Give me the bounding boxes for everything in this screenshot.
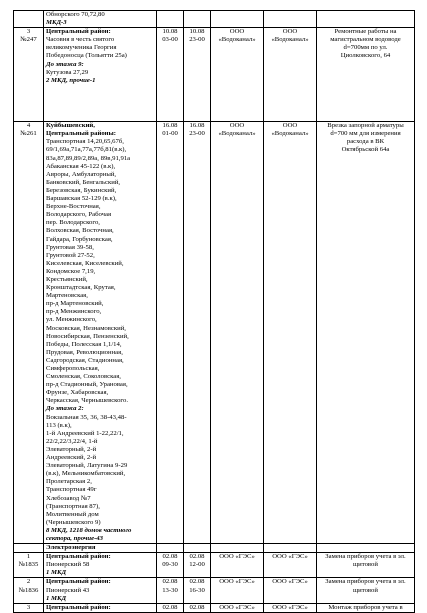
date-to: 16.08 [189,122,205,130]
row-id: №1835 [18,561,39,569]
address-line: Волховская, Восточная, [46,227,114,235]
org-owner: ООО «ГЭС» [211,603,264,612]
row-id: №1836 [18,586,39,594]
address-line: (в.к), Мельникомбатовский, [46,470,126,478]
org-executor: ООО «ГЭС» [264,553,317,578]
org-owner: ООО [229,122,245,130]
org-owner: ООО [229,28,245,36]
row-id: №247 [20,36,37,44]
row-number: 3 [26,603,31,611]
address-line: Транспортная 14,20,65,67б, [46,138,124,146]
address-line: Новосибирская, Пензенский, [46,332,129,340]
address-line: Авроры, Амбулаторный, [46,170,117,178]
section-title: Электроэнергия [44,544,157,553]
address-line: пер. Володарского, [46,219,100,227]
work-description: магистральном водоводе [330,36,401,44]
address-line: Победоносца (Тольятти 25а) [46,52,127,60]
address-line: Хлебозавод №7 [46,494,91,502]
address-line: Березовская, Букинский, [46,186,117,194]
date-from: 10.08 [162,28,178,36]
address-line: Варшавская 52-129 (в.к), [46,195,117,203]
date-from: 02.08 [162,603,178,611]
section-header-row [14,544,415,553]
address-line: 83а,87,89,89/2,89а, 89в,91,91а [46,154,131,162]
date-to: 02.08 [189,603,205,611]
address-line: Обнорского 70,72,80 [46,11,105,18]
address-line: Транспортная 49г [46,486,97,494]
work-description: Замена приборов учета в эл. [325,578,406,586]
address-line: Вокзальная 35, 36, 38-43,48- [46,413,127,421]
time-from: 01-00 [162,130,178,138]
work-description: щитовой [353,561,378,569]
org-executor: «Водоканал» [271,36,309,44]
table-row [14,28,415,122]
address-line: Смоленская, Соколовская, [46,373,121,381]
date-to: 02.08 [189,578,205,586]
date-from: 02.08 [162,553,178,561]
address-line: пр-д Стадионный, Урановая, [46,381,128,389]
work-description: d=700мм по ул. [343,44,388,52]
address-line: Андреевский, 2-й [46,454,97,462]
row-number: 1 [26,553,31,561]
time-from: 03-00 [162,36,178,44]
address-line: Симферопольская, [46,365,100,372]
time-to: 12-00 [189,561,205,569]
address-line: 69/1,69а,71а,77а,77б,81(в.к), [46,146,127,154]
address-line: Молитвенный дом [46,510,99,518]
work-description: щитовой [353,586,378,594]
table-row [14,578,415,603]
address-line: Володарского, Рабочая [46,211,112,219]
address-line: Крестьянский, [46,275,88,283]
address-line: пр-д Менжинского, [46,308,102,316]
row-number: 2 [26,578,31,586]
org-executor: ООО «ГЭС» [264,603,317,612]
district-label: Центральный район: [46,28,111,36]
time-to: 23-00 [189,36,205,44]
address-line: 113 (в.к), [46,421,72,429]
time-to: 16-30 [189,586,205,594]
address-line: Кондомское 7,19, [46,267,96,275]
address-line: Грунтовая 39-58, [46,243,94,251]
address-line: Мартеновская, [46,292,88,300]
address-line: Садгородская, Стадионная, [46,356,124,364]
work-description: Замена приборов учета в эл. [325,553,406,561]
total-line: 8 МКД, 1218 домов частного сектора, прочие-43 [46,526,132,542]
table-row-continuation [14,11,415,28]
district-label: Центральный район: [46,578,111,586]
address-line: Черкасская, Чернышевского. [46,397,129,405]
work-description: Ремонтные работы на [334,28,397,36]
work-description: Монтаж приборов учета в [328,603,403,611]
address-line: Элеваторный, Латугина 9-29 [46,462,128,470]
floor-label: До этажа 2: [46,405,84,413]
table-row [14,553,415,578]
district-label: Центральный район: [46,603,111,611]
address-line: Грунтовой 27-52, [46,251,95,259]
address-line: Гайдара, Горбуновская, [46,235,113,243]
floor-label: До этажа 9: [46,60,84,68]
org-owner: ООО «ГЭС» [211,578,264,603]
address-line: Кронштадтская, Крутая, [46,284,116,292]
work-description: Октябрьской 64а [341,146,390,154]
work-description: Врезка запорной арматуры [327,122,404,130]
address-line: Победы, Полесская 1,1/14, [46,340,122,348]
total-line: 2 МКД, прочие-1 [46,76,96,84]
time-to: 23-00 [189,130,205,138]
outage-table [13,10,415,613]
table-row [14,122,415,544]
time-from: 13-30 [162,586,178,594]
total-line: МКД-3 [46,19,67,27]
total-line: 1 МКД [46,594,67,602]
date-from: 02.08 [162,578,178,586]
address-line: Банковский, Бенгальский, [46,178,121,186]
date-from: 16.08 [162,122,178,130]
address-line: 22/2,22/3,22/4, 1-й [46,437,98,445]
row-number: 3 [26,28,31,36]
address-line: (Чернышевского 9) [46,518,101,526]
date-to: 10.08 [189,28,205,36]
address-line: пр-д Мартеновский, [46,300,104,308]
work-description: d=700 мм для измерения [330,130,401,138]
org-owner: ООО «ГЭС» [211,553,264,578]
total-line: 1 МКД [46,569,67,577]
address-line: Фрунзе, Хабаровская, [46,389,109,397]
org-executor: ООО «ГЭС» [264,578,317,603]
district-label: Куйбышевский, [46,122,95,130]
address-line: Пионерский 58 [46,561,90,569]
address-line: 1-й Андреевский 1-22,22/1, [46,429,124,437]
outage-table-page [13,10,414,613]
address-line: ул. Менжинского, [46,316,97,324]
address-line: Кутузова 27,29 [46,68,89,76]
address-line: Киселевская, Киселевский, [46,259,124,267]
org-owner: «Водоканал» [218,36,256,44]
district-label: Центральный районы: [46,130,116,138]
address-line: (Транспортная 87), [46,502,100,510]
row-number: 4 [26,122,31,130]
org-executor: ООО [282,28,298,36]
date-to: 02.08 [189,553,205,561]
row-id: №261 [20,130,37,138]
district-label: Центральный район: [46,553,111,561]
address-line: Элеваторный, 2-й [46,445,97,453]
address-line: Часовня в честь святого [46,36,115,44]
table-row [14,603,415,612]
time-from: 09-30 [162,561,178,569]
work-description: Циолковского, 64 [340,52,391,60]
org-owner: «Водоканал» [218,130,256,138]
address-line: Верхне-Восточная, [46,203,101,211]
address-line: Пионерский 43 [46,586,90,594]
address-line: Абаканская 45-122 (в.к), [46,162,116,170]
org-executor: ООО [282,122,298,130]
work-description: расхода в ВК [346,138,385,146]
org-executor: «Водоканал» [271,130,309,138]
address-line: Прудовая, Революционная, [46,348,123,356]
address-line: великомученика Георгия [46,44,117,52]
address-line: Московская, Незнамовский, [46,324,126,332]
address-line: Пролетарская 2, [46,478,92,486]
